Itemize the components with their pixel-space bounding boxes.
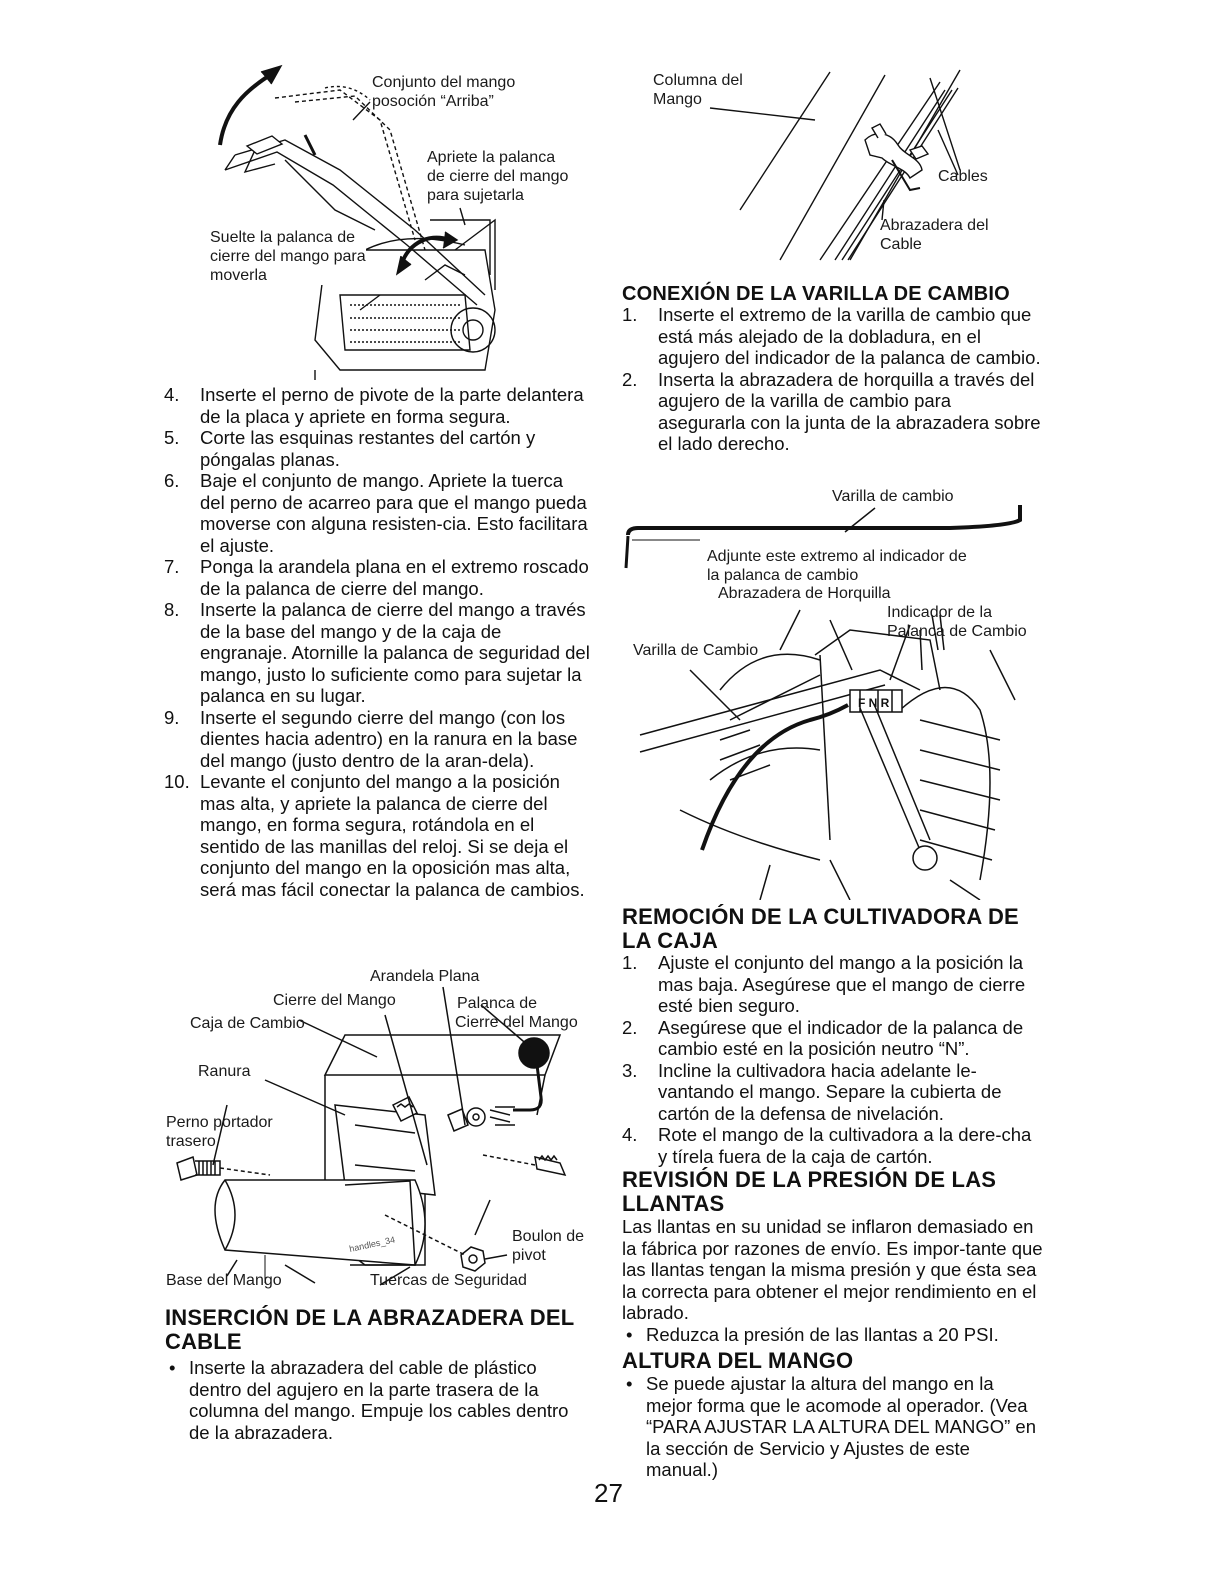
label-adjunte-extremo: Adjunte este extremo al indicador de la palanca de cambio (707, 548, 967, 584)
label-release-lever: Suelte la palanca de cierre del mango para moverla (210, 229, 366, 284)
figure-tag: handles_34 (348, 1234, 396, 1254)
shift-rod-drawing (620, 480, 1060, 900)
list-item: 8. Inserte la palanca de cierre del mango a través de la base del mango y de la caja de engranaje. Atornille la palanca de seguridad del mango, justo lo suficiente como para sujetar la palanca en su lugar. (164, 599, 590, 706)
revision-paragraph: Las llantas en su unidad se inflaron demasiado en la fábrica por razones de envío. Es impor-tante que las llantas tengan la misma presión y que ésta sea la correcta para obtener el mejor rendimiento en el labrado. (622, 1216, 1043, 1323)
label-cierre-del-mango-2: Cierre del Mango (455, 1014, 578, 1031)
list-item: 1. Inserte el extremo de la varilla de cambio que está más alejado de la dobladura, en el agujero del indicador de la palanca de cambio. (622, 304, 1041, 368)
list-item: 3. Incline la cultivadora hacia adelante le-vantando el mango. Separe la cubierta de cartón de la defensa de nivelación. (622, 1059, 1002, 1124)
label-handle-up: Conjunto del mango posoción “Arriba” (372, 74, 516, 110)
list-item: 4. Rote el mango de la cultivadora a la dere-cha y tírela fuera de la caja de cartón. (622, 1124, 1032, 1167)
list-item: 5. Corte las esquinas restantes del cartón y póngalas planas. (164, 427, 536, 470)
list-item: • Se puede ajustar la altura del mango en la mejor forma que le acomode al operador. (Vea “PARA AJUSTAR LA ALTURA DEL MANGO” en la sección de Servicio y Ajustes de este manual.) (626, 1373, 1036, 1480)
label-varilla-de-cambio-top: Varilla de cambio (832, 488, 954, 505)
section-title-insercion: INSERCIÓN DE LA ABRAZADERA DEL CABLE (165, 1305, 575, 1354)
indicator-letters: F N R (858, 696, 890, 710)
list-item: 10. Levante el conjunto del mango a la posición mas alta, y apriete la palanca de cierre del mango, en forma segura, rotándola en el sentido de las manillas del reloj. Si se deja el conjunto del mango en la oposición mas alta, será mas fácil conectar la palanca de cambios. (164, 771, 585, 900)
label-perno-portador: Perno portador (166, 1114, 273, 1131)
section-title-remocion: REMOCIÓN DE LA CULTIVADORA DE LA CAJA (622, 904, 1019, 953)
altura-text (622, 1373, 1042, 1481)
label-columna-del-mango: Columna del Mango (653, 72, 743, 108)
conexion-steps (622, 304, 1042, 455)
label-palanca-de: Palanca de (457, 995, 538, 1012)
list-item: 4. Inserte el perno de pivote de la parte delantera de la placa y apriete en forma segura. (164, 384, 584, 427)
label-ranura: Ranura (198, 1063, 251, 1080)
shift-rod-figure (620, 480, 1060, 900)
label-caja-de-cambio: Caja de Cambio (190, 1015, 305, 1032)
list-item: 9. Inserte el segundo cierre del mango (con los dientes hacia adentro) en la ranura en la base del mango (justo dentro de la aran-dela). (164, 706, 578, 771)
page-number: 27 (594, 1478, 623, 1508)
section-title-revision: REVISIÓN DE LA PRESIÓN DE LAS LLANTAS (622, 1167, 997, 1216)
list-item: 2. Asegúrese que el indicador de la palanca de cambio esté en la posición neutro “N”. (622, 1016, 1024, 1059)
label-boulon-de: Boulon de (512, 1228, 585, 1245)
label-abrazadera-horquilla: Abrazadera de Horquilla (718, 585, 891, 602)
list-item: 2. Inserta la abrazadera de horquilla a través del agujero de la varilla de cambio para asegurarla con la junta de la abrazadera sobre el lado derecho. (622, 368, 1041, 454)
list-item: 6. Baje el conjunto de mango. Apriete la tuerca del perno de acarreo para que el mango pueda moverse con alguna resisten-cia. Esto facilitara el ajuste. (164, 470, 588, 556)
remocion-steps (622, 952, 1040, 1167)
list-item: • Inserte la abrazadera del cable de plástico dentro del agujero en la parte trasera de la columna del mango. Empuje los cables dentro de la abrazadera. (169, 1357, 569, 1443)
list-item: • Reduzca la presión de las llantas a 20 PSI. (626, 1323, 999, 1345)
section-title-conexion: CONEXIÓN DE LA VARILLA DE CAMBIO (622, 283, 1010, 305)
assembly-steps (164, 384, 592, 900)
label-varilla-de-cambio: Varilla de Cambio (633, 642, 759, 659)
list-item: 1. Ajuste el conjunto del mango a la posición la mas baja. Asegúrese que el mango de cierre esté bien seguro. (622, 952, 1026, 1016)
label-arandela-plana: Arandela Plana (370, 968, 480, 985)
label-tuercas: Tuercas de Seguridad (370, 1272, 527, 1289)
label-cierre-del-mango: Cierre del Mango (273, 992, 396, 1009)
insercion-text (165, 1357, 575, 1443)
label-tighten-lever: Apriete la palanca de cierre del mango para sujetarla (427, 149, 569, 204)
section-title-altura: ALTURA DEL MANGO (622, 1348, 854, 1373)
list-item: 7. Ponga la arandela plana en el extremo roscado de la palanca de cierre del mango. (164, 556, 589, 599)
label-trasero: trasero (166, 1133, 216, 1150)
label-cables: Cables (938, 168, 988, 185)
label-abrazadera-del-cable: Abrazadera del Cable (880, 217, 989, 253)
label-base-del-mango: Base del Mango (166, 1272, 282, 1289)
label-pivot: pivot (512, 1247, 546, 1264)
label-indicador: Indicador de la Palanca de Cambio (887, 604, 1027, 640)
revision-text (622, 1216, 1047, 1345)
